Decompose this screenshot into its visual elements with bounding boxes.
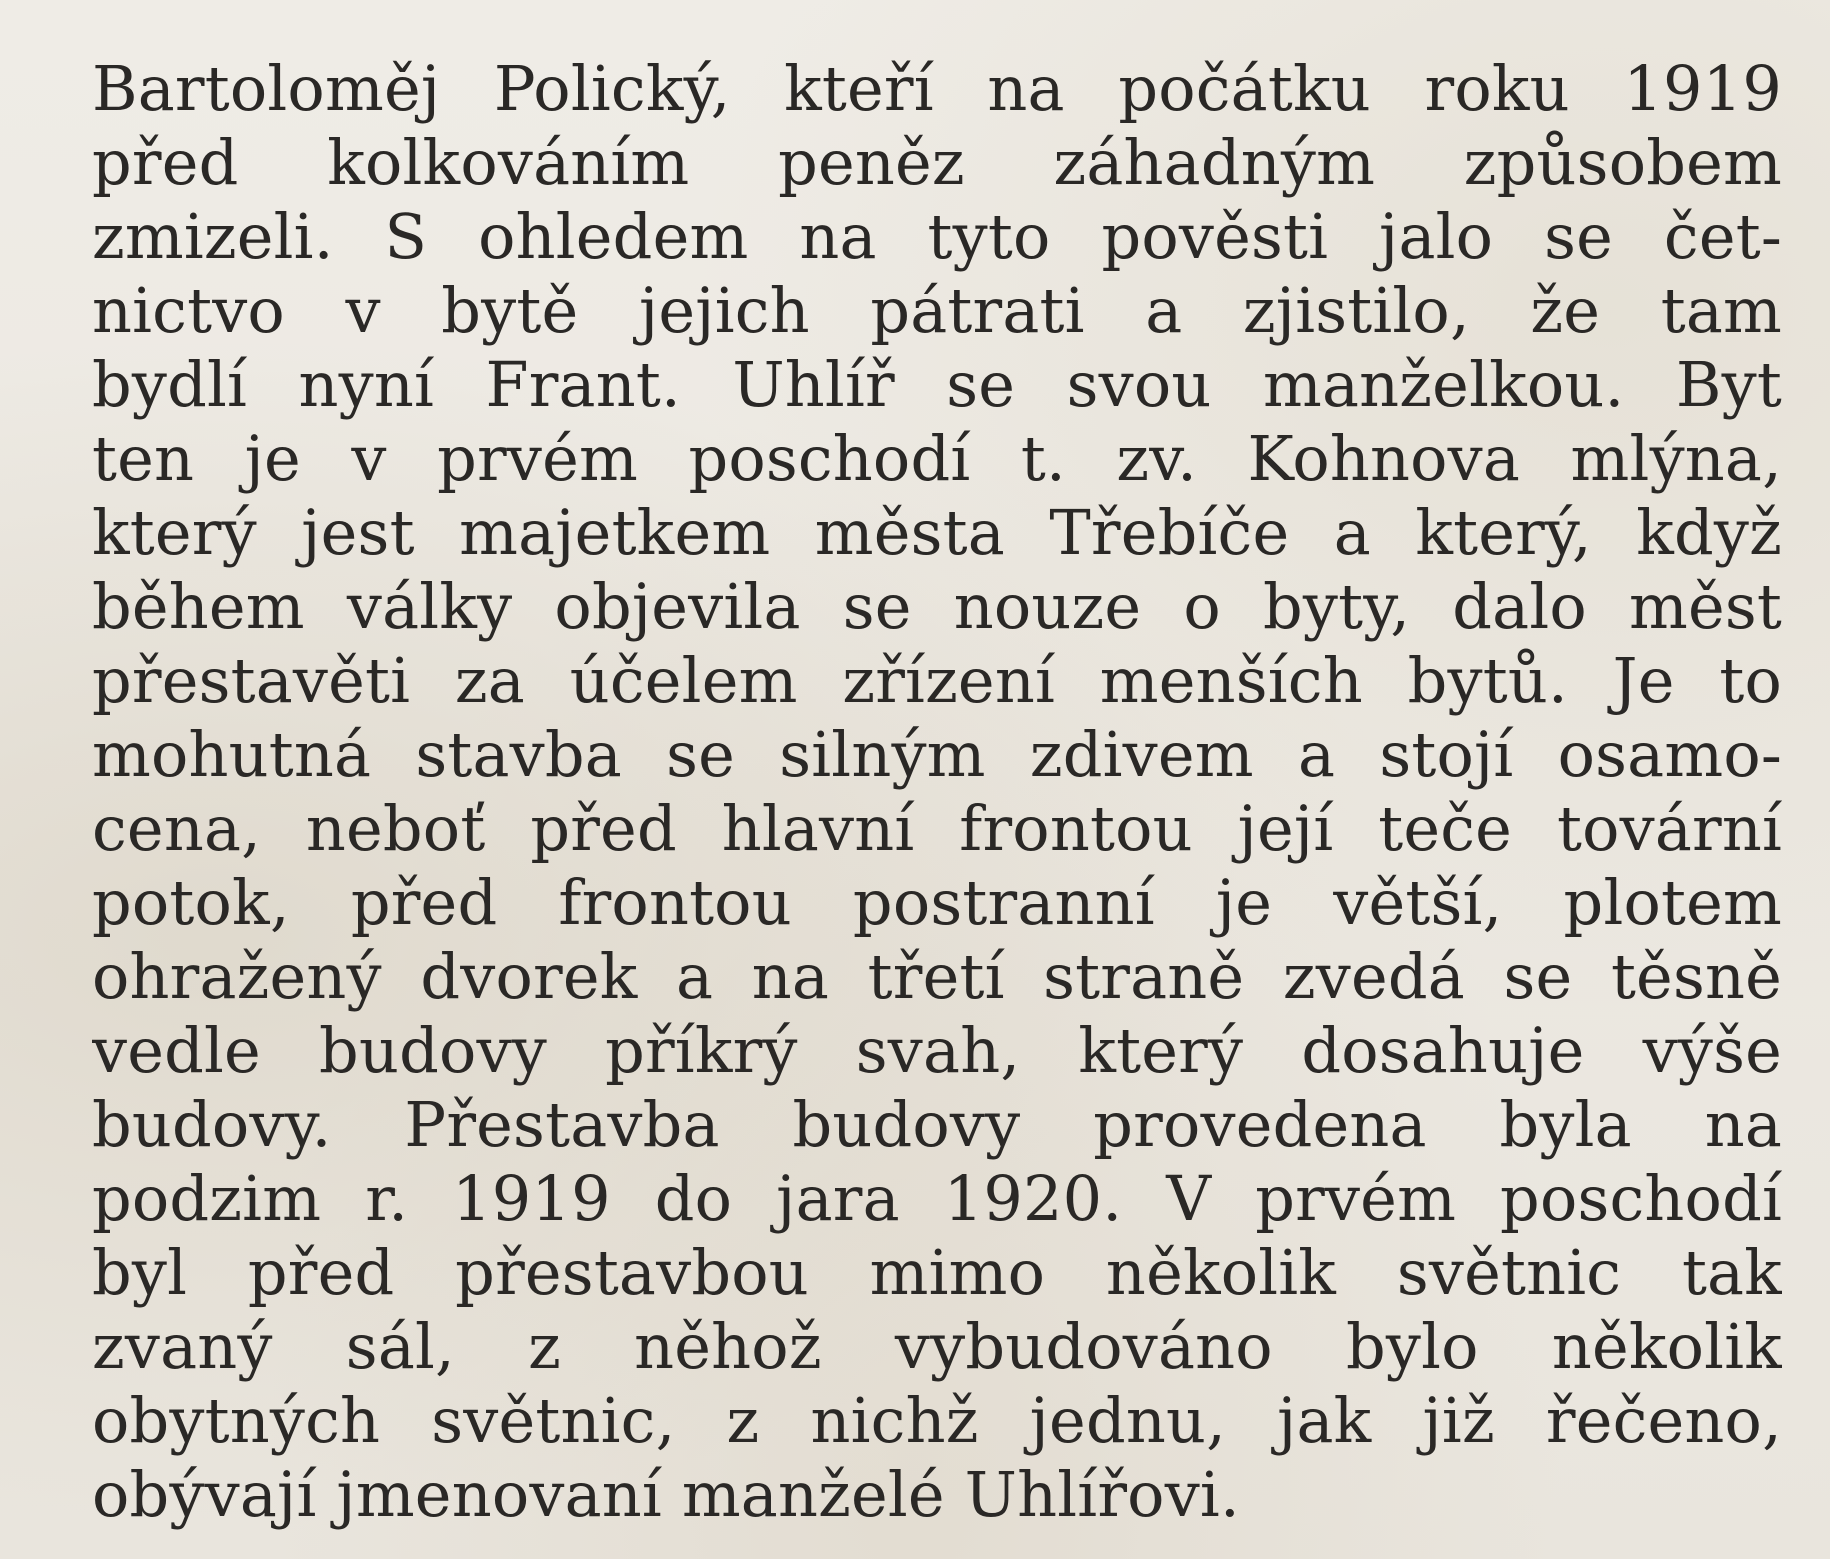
article-text-column <box>92 52 1782 1532</box>
text-line: zvaný sál, z něhož vybudováno bylo několik <box>92 1310 1782 1383</box>
text-line: vedle budovy příkrý svah, který dosahuje výše <box>92 1014 1782 1087</box>
text-line: budovy. Přestavba budovy provedena byla na <box>92 1088 1782 1161</box>
text-line: byl před přestavbou mimo několik světnic tak <box>92 1236 1782 1309</box>
text-line: Bartoloměj Polický, kteří na počátku roku 1919 <box>92 52 1782 125</box>
text-line: ohražený dvorek a na třetí straně zvedá se těsně <box>92 940 1782 1013</box>
text-line: podzim r. 1919 do jara 1920. V prvém poschodí <box>92 1162 1782 1235</box>
text-line: během války objevila se nouze o byty, dalo měst <box>92 570 1782 643</box>
text-line: ten je v prvém poschodí t. zv. Kohnova mlýna, <box>92 422 1782 495</box>
text-line: obytných světnic, z nichž jednu, jak již řečeno, <box>92 1384 1782 1457</box>
text-line: nictvo v bytě jejich pátrati a zjistilo, že tam <box>92 274 1782 347</box>
text-line: bydlí nyní Frant. Uhlíř se svou manželkou. Byt <box>92 348 1782 421</box>
text-line: mohutná stavba se silným zdivem a stojí osamo- <box>92 718 1782 791</box>
text-line: cena, neboť před hlavní frontou její teče tovární <box>92 792 1782 865</box>
text-line: zmizeli. S ohledem na tyto pověsti jalo se čet- <box>92 200 1782 273</box>
text-line: potok, před frontou postranní je větší, plotem <box>92 866 1782 939</box>
text-line: přestavěti za účelem zřízení menších bytů. Je to <box>92 644 1782 717</box>
text-line: obývají jmenovaní manželé Uhlířovi. <box>92 1458 1240 1531</box>
text-line: před kolkováním peněz záhadným způsobem <box>92 126 1782 199</box>
text-line: který jest majetkem města Třebíče a který, když <box>92 496 1782 569</box>
